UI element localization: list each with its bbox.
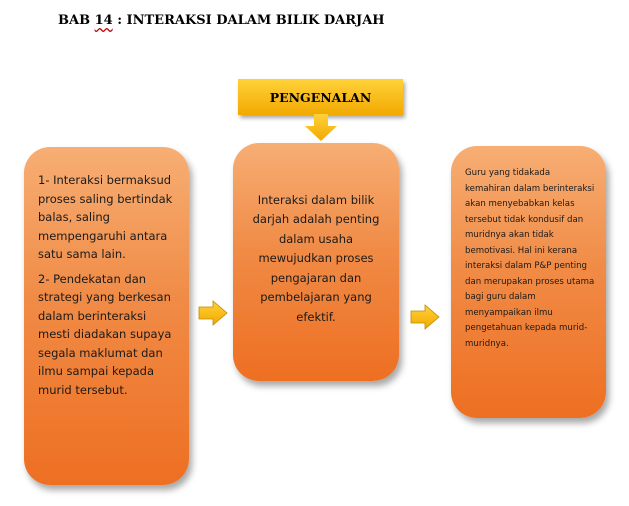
- definition-point-1: 1- Interaksi bermaksud proses saling bertindak balas, saling mempengaruhi antara satu sama lain.: [38, 173, 173, 261]
- down-arrow-icon: [303, 114, 339, 142]
- importance-text: Interaksi dalam bilik darjah adalah penting dalam usaha mewujudkan proses pengajaran dan pembelajaran yang efektif.: [252, 192, 380, 324]
- title-number: 14: [94, 13, 113, 28]
- title-rest: : INTERAKSI DALAM BILIK DARJAH: [112, 13, 385, 28]
- title-prefix: BAB: [58, 13, 91, 28]
- teacher-role-box: [451, 146, 606, 418]
- intro-banner: [238, 79, 403, 115]
- definition-point-2: 2- Pendekatan dan strategi yang berkesan dalam berinteraksi mesti diadakan supaya segala maklumat dan ilmu sampai kepada murid tersebut.: [38, 271, 172, 397]
- right-arrow-icon: [410, 304, 440, 330]
- definition-box: [24, 147, 189, 485]
- teacher-role-text: Guru yang tidakada kemahiran dalam berinteraksi akan menyebabkan kelas tersebut tidak kondusif dan muridnya akan tidak bemotivasi. Hal ini kerana interaksi dalam P&P penting dan merupakan proses utama bagi guru dalam menyampaikan ilmu pengetahuan kepada murid-muridnya.: [465, 168, 595, 349]
- importance-box: [233, 143, 399, 381]
- right-arrow-icon: [198, 300, 228, 326]
- banner-label: PENGENALAN: [269, 89, 372, 105]
- document-title: [58, 13, 385, 28]
